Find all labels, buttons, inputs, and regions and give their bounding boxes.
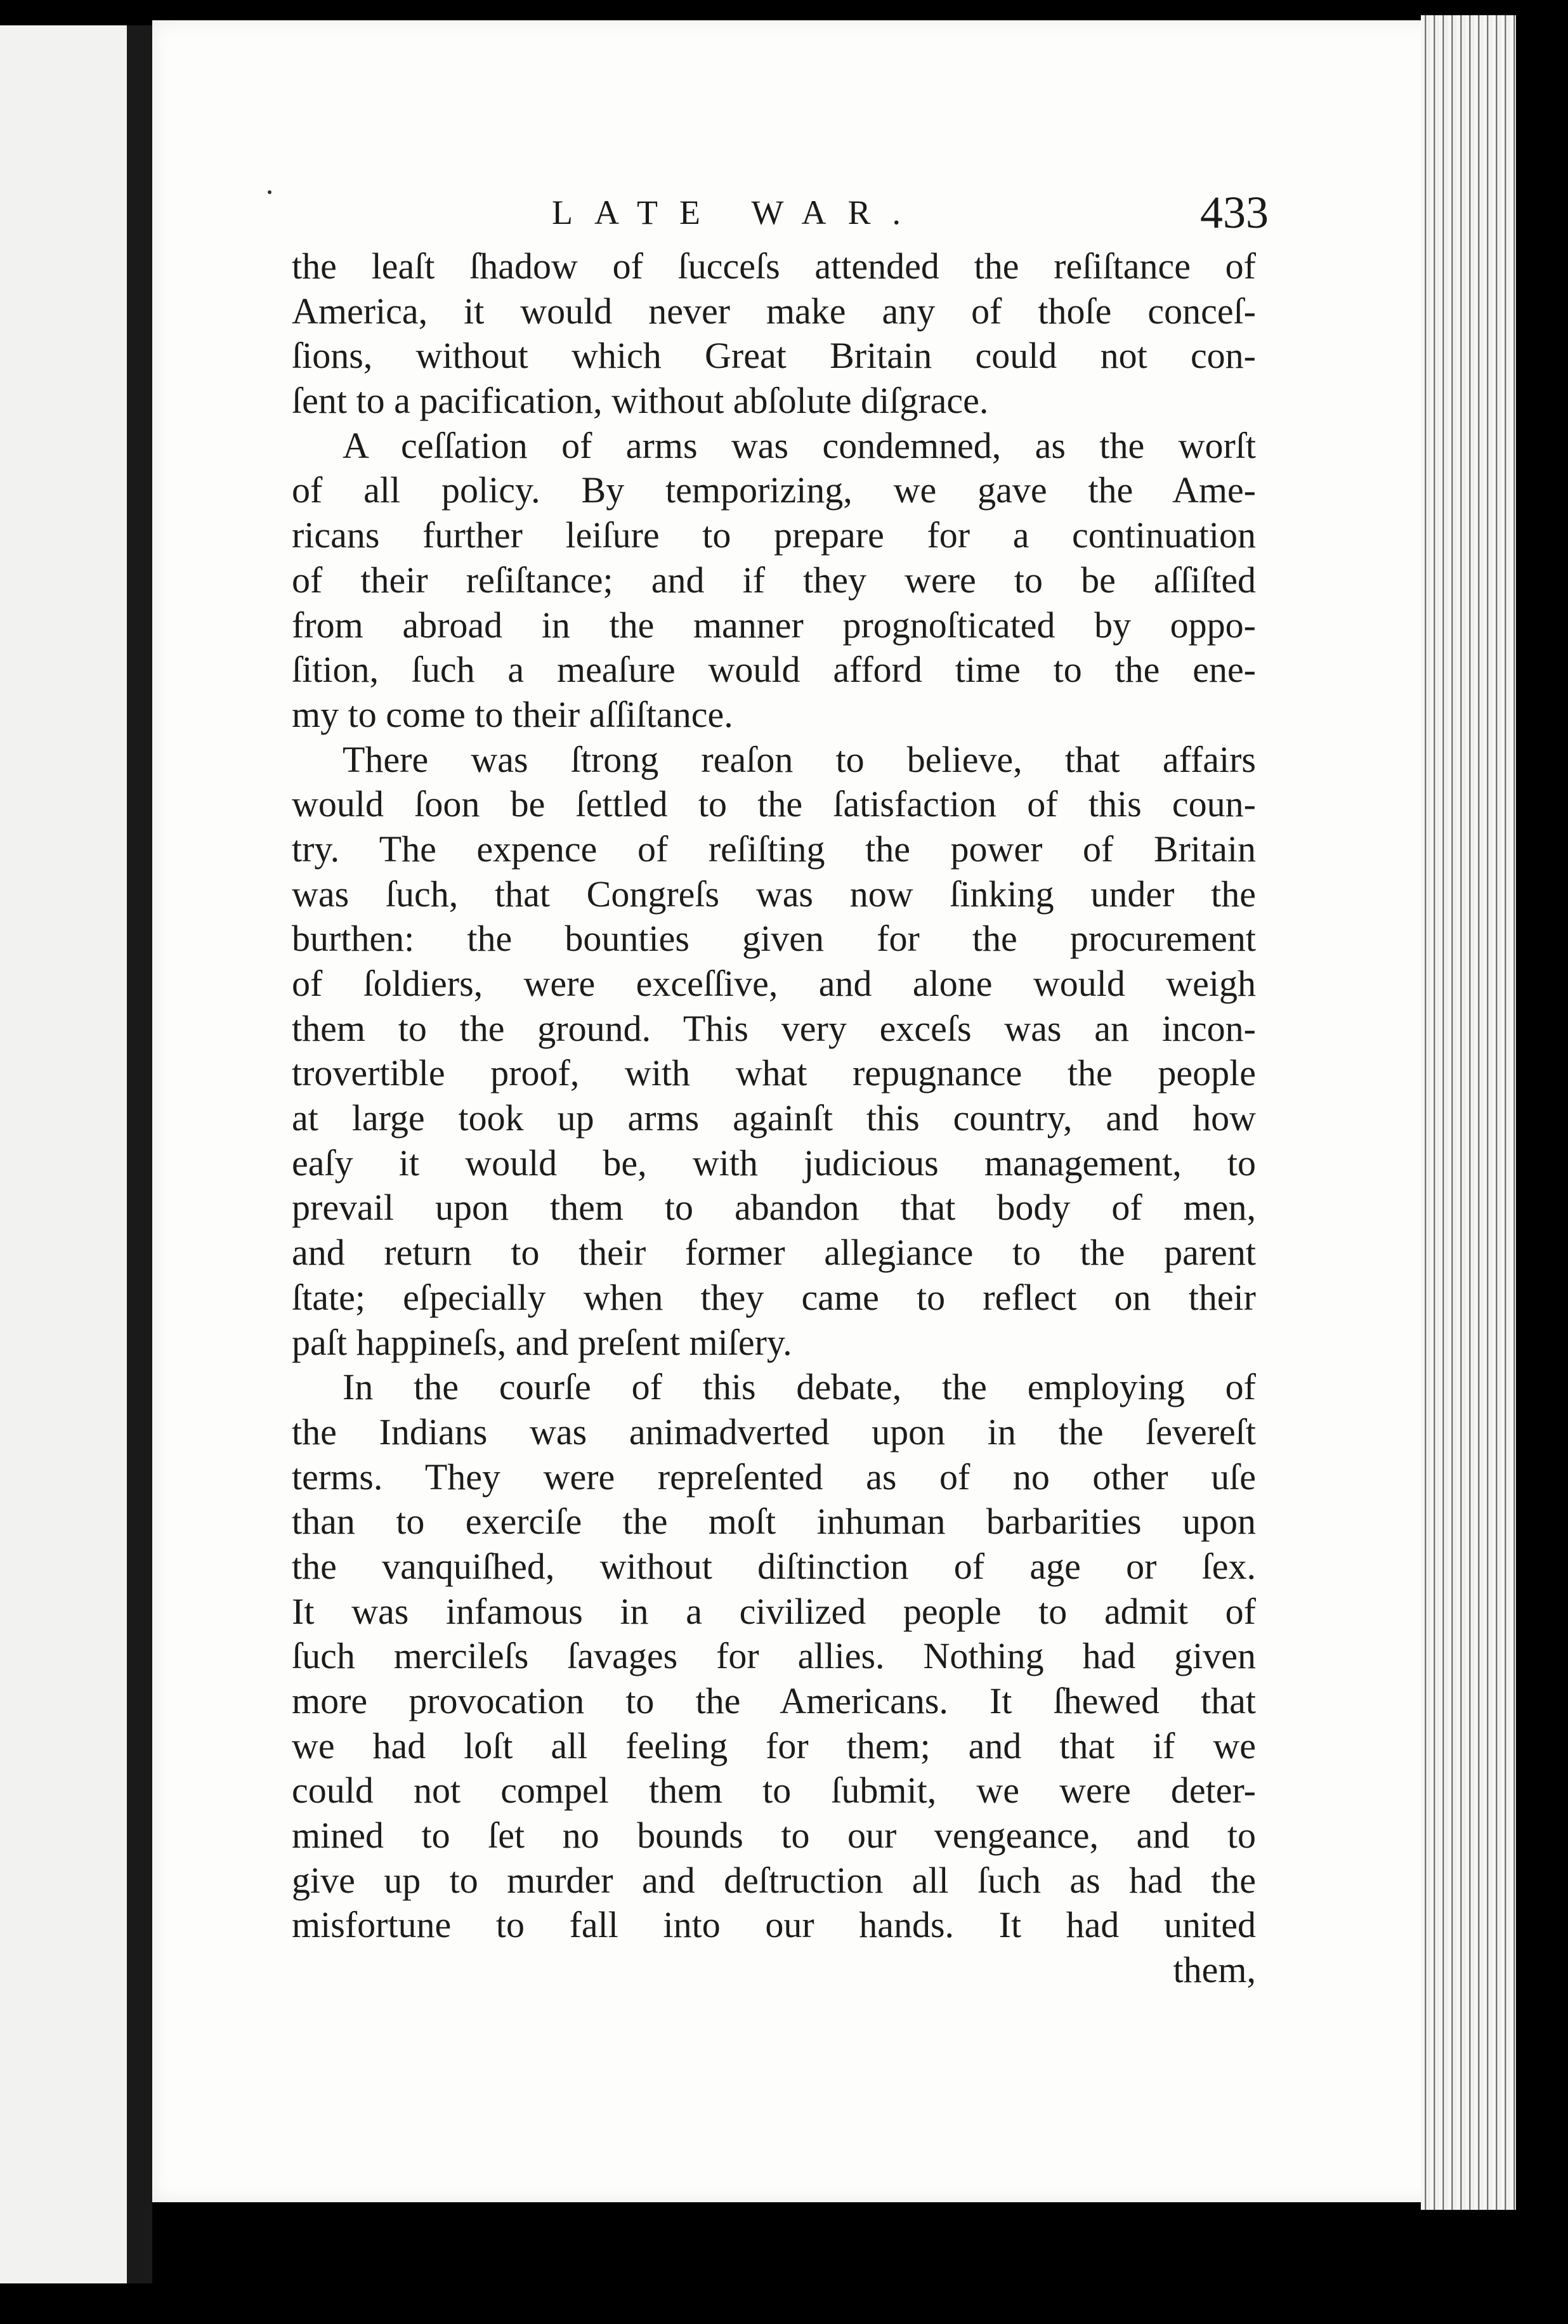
text-line: would ſoon be ſettled to the ſatisfaction of this coun- xyxy=(292,783,1256,825)
text-line: of ſoldiers, were exceſſive, and alone would weigh xyxy=(292,963,1256,1004)
text-line: ſtate; eſpecially when they came to reflect on their xyxy=(292,1276,1256,1318)
paragraph xyxy=(292,738,1256,1366)
text-line: terms. They were repreſented as of no other uſe xyxy=(292,1456,1256,1498)
text-line: the Indians was animadverted upon in the ſevereſt xyxy=(292,1411,1256,1452)
text-line: ſuch mercileſs ſavages for allies. Nothing had given xyxy=(292,1635,1256,1677)
text-line: America, it would never make any of thoſe conceſ- xyxy=(292,290,1256,332)
text-line: the leaſt ſhadow of ſucceſs attended the reſiſtance of xyxy=(292,245,1256,287)
text-line: It was infamous in a civilized people to admit of xyxy=(292,1590,1256,1632)
text-line: eaſy it would be, with judicious management, to xyxy=(292,1142,1256,1184)
text-line: burthen: the bounties given for the procurement xyxy=(292,918,1256,960)
text-line: There was ſtrong reaſon to believe, that affairs xyxy=(343,738,1256,780)
text-line: ricans further leiſure to prepare for a continuation xyxy=(292,514,1256,556)
text-line: mined to ſet no bounds to our vengeance, and to xyxy=(292,1815,1256,1857)
text-line: try. The expence of reſiſting the power of Britain xyxy=(292,828,1256,870)
text-line: we had loſt all feeling for them; and that if we xyxy=(292,1725,1256,1766)
text-line: misfortune to fall into our hands. It had united xyxy=(292,1904,1256,1946)
text-line: more provocation to the Americans. It ſhewed that xyxy=(292,1680,1256,1721)
page-number: 433 xyxy=(1200,187,1269,238)
text-line: ſent to a pacification, without abſolute diſgrace. xyxy=(292,380,989,422)
text-line: ſition, ſuch a meaſure would afford time to the ene- xyxy=(292,649,1256,691)
text-line: was ſuch, that Congreſs was now ſinking under the xyxy=(292,873,1256,915)
text-line: paſt happineſs, and preſent miſery. xyxy=(292,1321,792,1363)
text-line: the vanquiſhed, without diſtinction of age or ſex. xyxy=(292,1545,1256,1587)
page-header xyxy=(552,187,1269,241)
text-line: give up to murder and deſtruction all ſuch as had the xyxy=(292,1859,1256,1901)
paragraph xyxy=(292,244,1256,424)
text-line: trovertible proof, with what repugnance the people xyxy=(292,1052,1256,1094)
ink-mark xyxy=(268,190,271,194)
body-text xyxy=(292,244,1256,1993)
running-head: LATE WAR. xyxy=(552,193,922,232)
text-line: In the courſe of this debate, the employing of xyxy=(343,1366,1256,1408)
text-line: of their reſiſtance; and if they were to be aſſiſted xyxy=(292,559,1256,601)
book-gutter xyxy=(127,25,152,2283)
text-line: and return to their former allegiance to the parent xyxy=(292,1232,1256,1274)
paragraph xyxy=(292,1365,1256,1948)
paragraph xyxy=(292,424,1256,738)
facing-page-edge xyxy=(0,25,131,2283)
text-line: A ceſſation of arms was condemned, as the worſt xyxy=(343,424,1256,466)
catchword: them, xyxy=(1173,1949,1256,1991)
text-line: than to exerciſe the moſt inhuman barbarities upon xyxy=(292,1501,1256,1543)
text-line: could not compel them to ſubmit, we were deter- xyxy=(292,1770,1256,1812)
text-line: my to come to their aſſiſtance. xyxy=(292,693,733,735)
text-line: from abroad in the manner prognoſticated by oppo- xyxy=(292,604,1256,646)
text-line: prevail upon them to abandon that body of men, xyxy=(292,1187,1256,1229)
text-line: ſions, without which Great Britain could not con- xyxy=(292,335,1256,377)
text-line: of all policy. By temporizing, we gave the Ame- xyxy=(292,469,1256,511)
text-line: them to the ground. This very exceſs was an incon- xyxy=(292,1007,1256,1049)
text-line: at large took up arms againſt this country, and how xyxy=(292,1097,1256,1139)
page-stack-edges xyxy=(1421,15,1516,2210)
